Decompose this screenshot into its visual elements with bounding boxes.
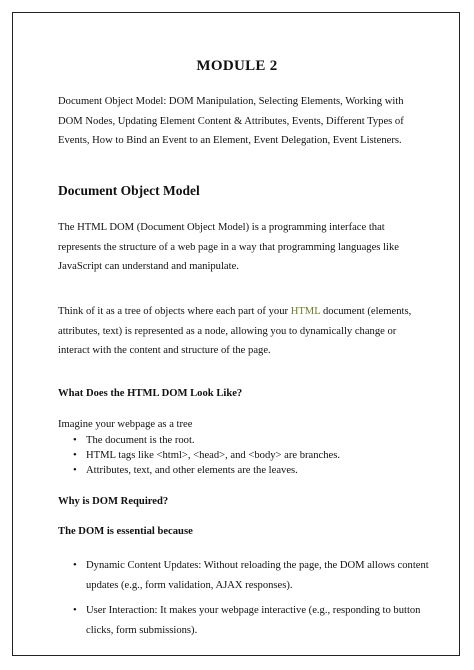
list-item: • HTML tags like <html>, <head>, and <body> are branches.: [86, 448, 426, 463]
html-highlight: HTML: [290, 306, 321, 317]
module-title: MODULE 2: [196, 58, 278, 74]
list-item: • The document is the root.: [86, 433, 426, 448]
section-heading-look: What Does the HTML DOM Look Like?: [58, 388, 243, 399]
dom-definition-paragraph: The HTML DOM (Document Object Model) is a programming interface that represents the structure of a web page in a way that programming languages like JavaScript can understand and manipulate.: [58, 222, 399, 272]
tree-lead-text: Imagine your webpage as a tree: [58, 419, 193, 430]
section-heading-why: Why is DOM Required?: [58, 496, 169, 507]
list-item: • User Interaction: It makes your webpage interactive (e.g., responding to button clicks, form submissions).: [86, 601, 431, 640]
tree-bullet-list: [86, 433, 426, 479]
module-intro: Document Object Model: DOM Manipulation, Selecting Elements, Working with DOM Nodes, Updating Element Content & Attributes, Events, Different Types of Events, How to Bind an Event to an Element, Event Delegation, Event Listeners.: [58, 96, 404, 146]
dom-tree-text-end: document (elements, attributes, text) is represented as a node, allowing you to dynamically change or interact with the content and structure of the page.: [58, 306, 412, 356]
list-item: • Dynamic Content Updates: Without reloading the page, the DOM allows content updates (e.g., form validation, AJAX responses).: [86, 556, 431, 595]
dom-tree-paragraph: [58, 302, 428, 361]
section-heading-dom: Document Object Model: [58, 183, 200, 198]
reasons-bullet-list: [86, 556, 431, 646]
section-subheading: The DOM is essential because: [58, 526, 193, 537]
list-item: • Attributes, text, and other elements are the leaves.: [86, 463, 426, 478]
dom-tree-text-start: Think of it as a tree of objects where each part of your: [58, 306, 291, 317]
